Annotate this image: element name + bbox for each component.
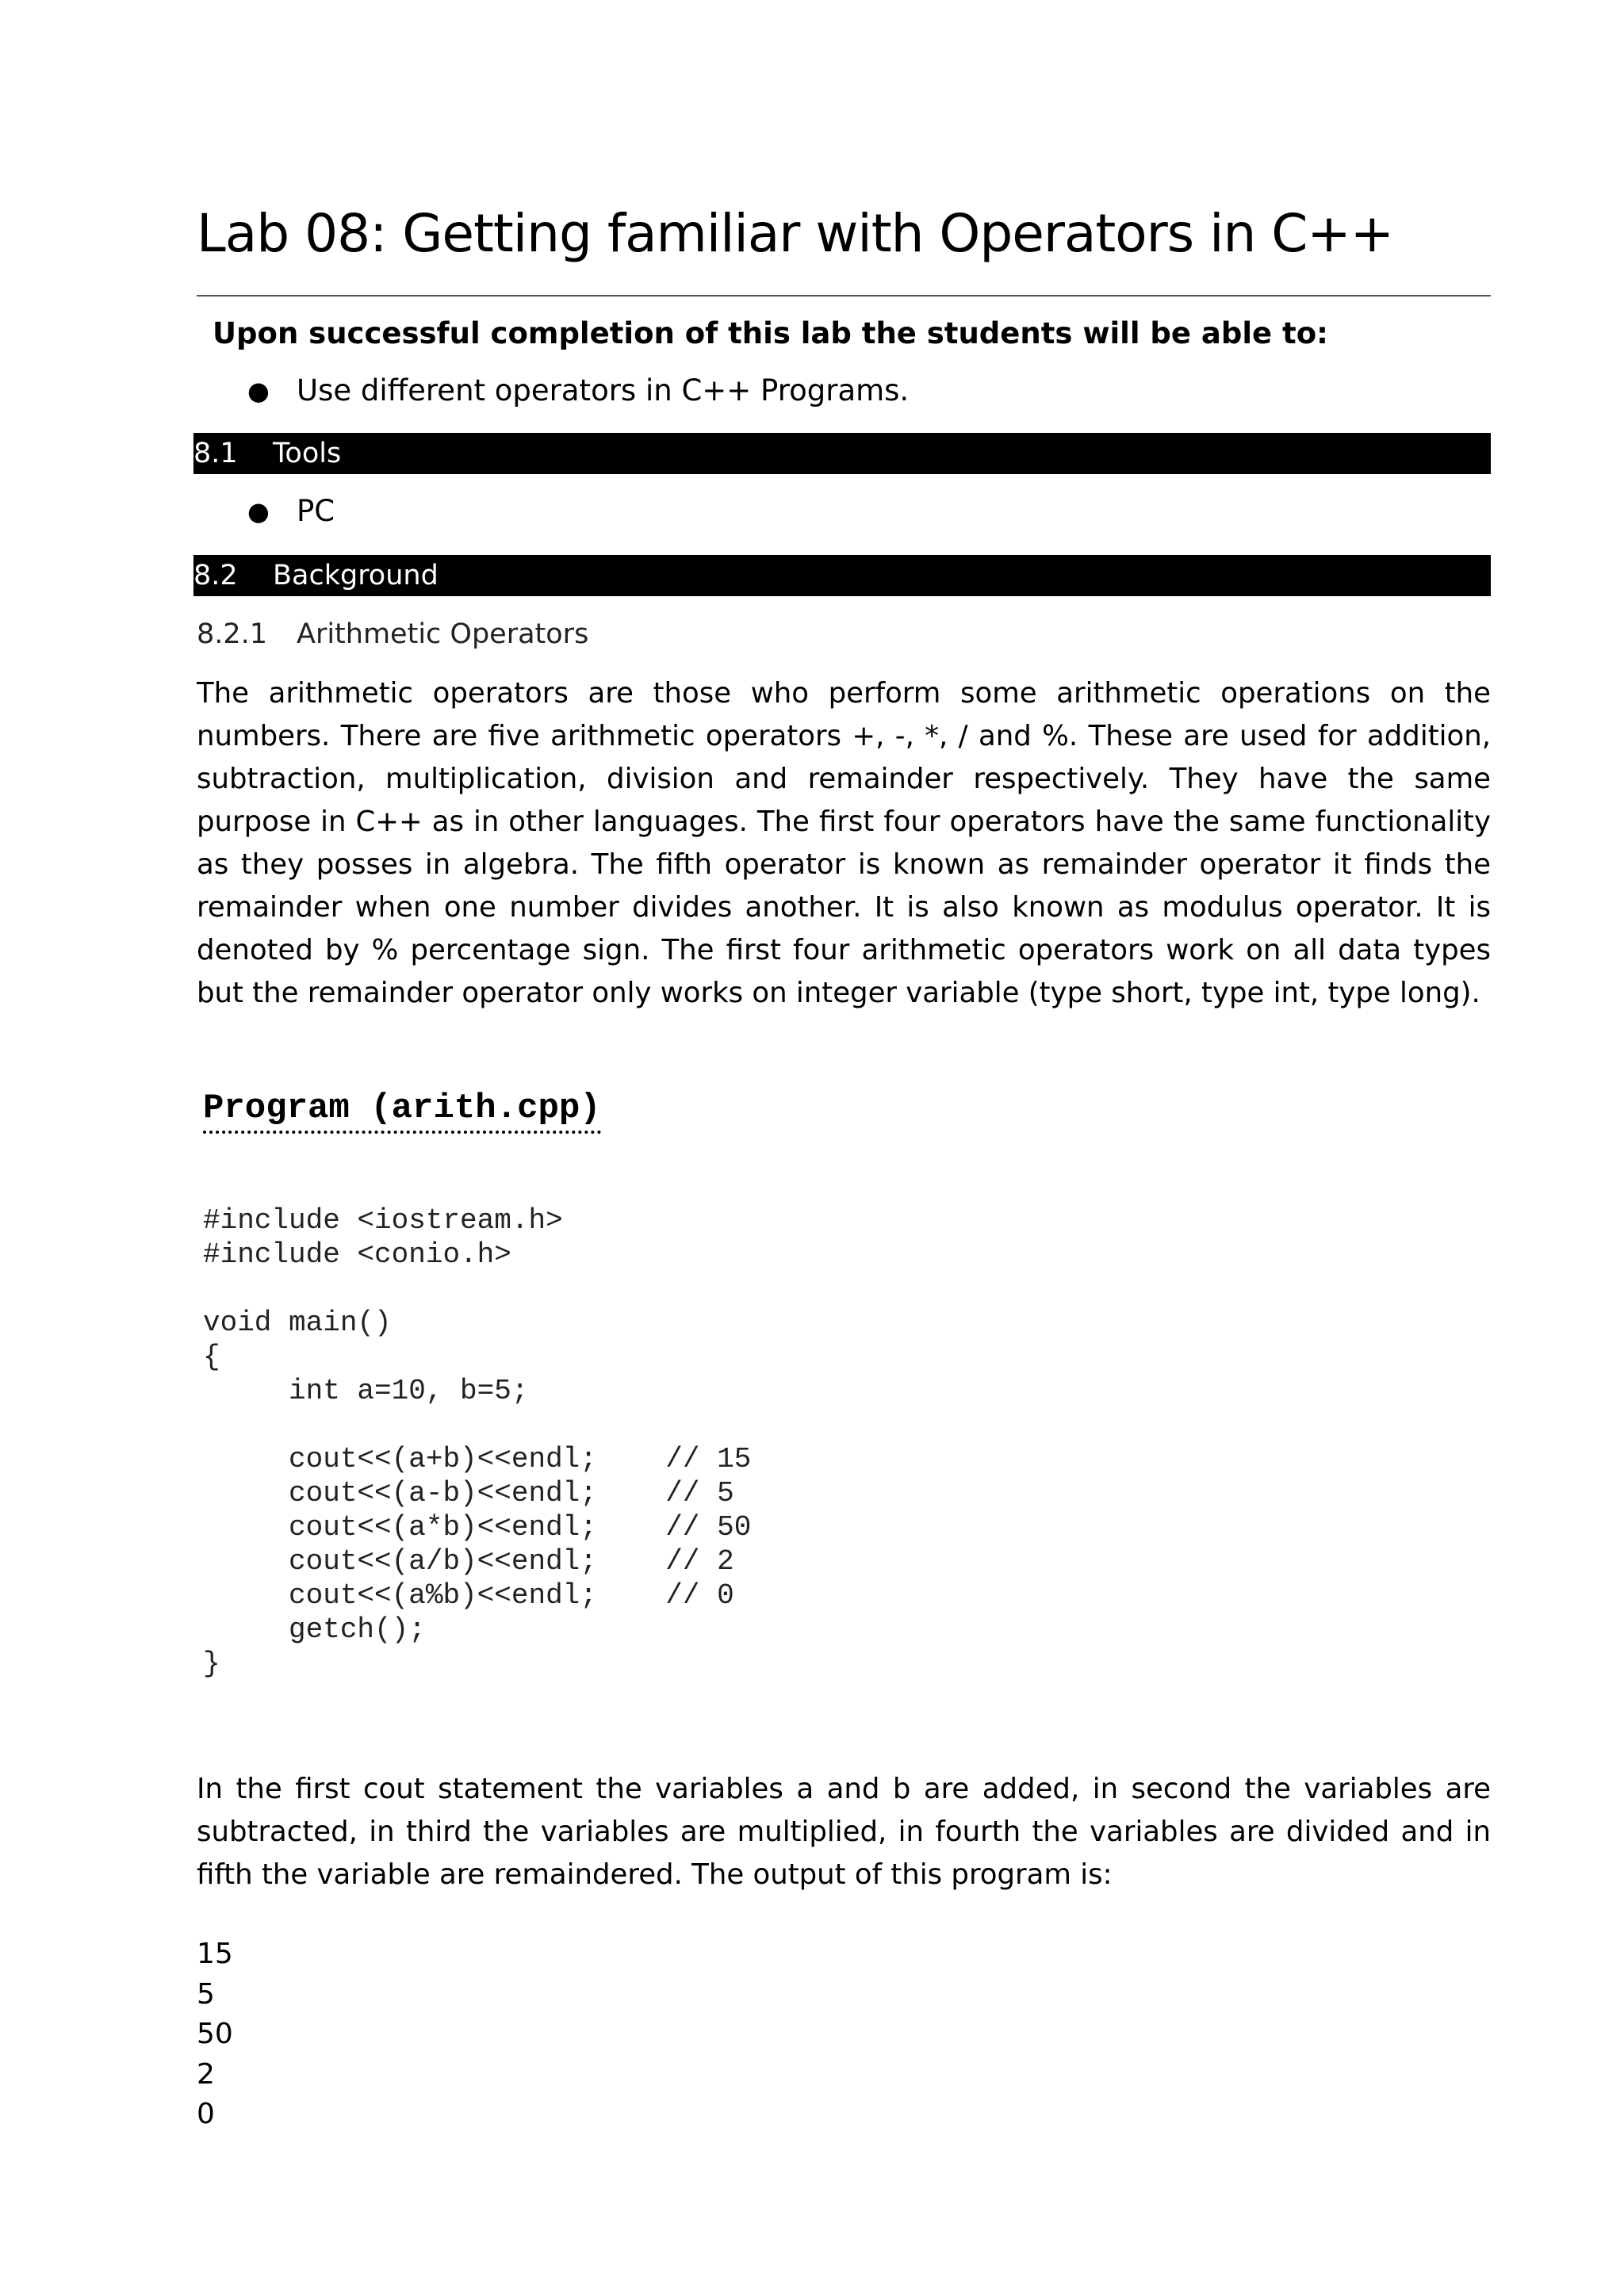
- subsection-number: 8.2.1: [197, 618, 268, 650]
- learning-outcomes-heading: Upon successful completion of this lab the students will be able to:: [213, 316, 1328, 350]
- bullet-icon: ●: [247, 496, 270, 526]
- title-divider: [197, 295, 1491, 297]
- output-line: 5: [197, 1977, 215, 2011]
- section-header-background: [193, 555, 1491, 596]
- section-header-tools: [193, 433, 1491, 474]
- output-line: 50: [197, 2018, 233, 2050]
- section-title: Background: [273, 560, 439, 591]
- subsection-title: Arithmetic Operators: [297, 618, 589, 650]
- learning-outcome-item: [247, 371, 909, 411]
- subsection-heading: [197, 615, 588, 653]
- code-listing: #include <iostream.h> #include <conio.h> void main() { int a=10, b=5; cout<<(a+b)<<endl; // 15 cout<<(a-b)<<endl; // 5 cout<<(a*b)<<endl; // 50 cout<<(a/b)<<endl; // 2 cout<<(a%b)<<endl; // 0 getch(); }: [203, 1204, 752, 1680]
- explanation-paragraph: In the first cout statement the variables a and b are added, in second the variables are subtracted, in third the variables are multiplied, in fourth the variables are divided and in fifth the variable are remaindered. The output of this program is:: [197, 1773, 1491, 1891]
- bullet-icon: ●: [247, 376, 270, 406]
- tools-item-text: PC: [297, 494, 335, 528]
- output-line: 15: [197, 1938, 233, 1970]
- output-line: 2: [197, 2057, 215, 2091]
- section-number: 8.1: [193, 438, 238, 469]
- tools-list-item: [247, 492, 335, 531]
- section-number: 8.2: [193, 560, 238, 591]
- section-title: Tools: [273, 438, 342, 469]
- output-line: 0: [197, 2098, 215, 2130]
- program-heading: Program (arith.cpp): [203, 1086, 601, 1134]
- learning-outcome-text: Use different operators in C++ Programs.: [297, 373, 910, 408]
- program-output: [197, 1934, 233, 2135]
- intro-paragraph: The arithmetic operators are those who perform some arithmetic operations on the numbers. There are five arithmetic operators +, -, *, / and %. These are used for addition, subtraction, multiplication, division and remainder respectively. They have the same purpose in C++ as in other languages. The first four operators have the same functionality as they posses in algebra. The fifth operator is known as remainder operator it finds the remainder when one number divides another. It is also known as modulus operator. It is denoted by % percentage sign. The first four arithmetic operators work on all data types but the remainder operator only works on integer variable (type short, type int, type long).: [197, 677, 1491, 1009]
- page-title: Lab 08: Getting familiar with Operators in C++: [197, 203, 1393, 264]
